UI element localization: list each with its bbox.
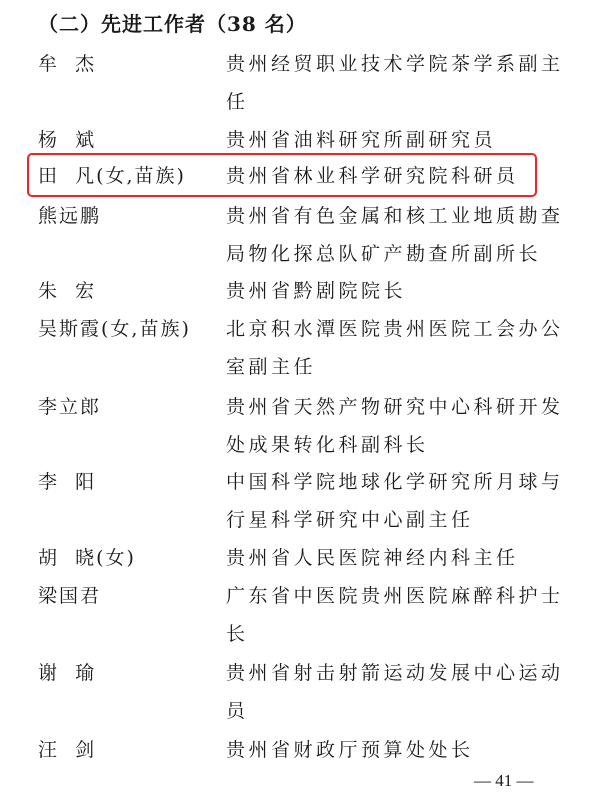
person-name: 朱 宏 [38, 280, 97, 302]
person-title: 贵州省人民医院神经内科主任 [226, 547, 519, 569]
person-title: 贵州省有色金属和核工业地质勘查局物化探总队矿产勘查所副所长 [226, 205, 564, 265]
section-title: （二）先进工作者（38 名） [38, 12, 307, 36]
highlight-box [27, 153, 537, 197]
page-number: — 41 — [474, 771, 534, 790]
person-title: 贵州省射击射箭运动发展中心运动员 [226, 662, 564, 722]
person-title: 北京积水潭医院贵州医院工会办公室副主任 [226, 318, 564, 378]
person-name: 梁国君 [38, 585, 102, 607]
person-name: 胡 晓(女) [38, 547, 136, 569]
person-title: 贵州省天然产物研究中心科研开发处成果转化科副科长 [226, 396, 564, 456]
person-title: 贵州省林业科学研究院科研员 [226, 165, 519, 187]
person-title: 中国科学院地球化学研究所月球与行星科学研究中心副主任 [226, 471, 564, 531]
person-title: 广东省中医院贵州医院麻醉科护士长 [226, 585, 564, 645]
person-title: 贵州经贸职业技术学院茶学系副主任 [226, 53, 564, 113]
person-title: 贵州省财政厅预算处处长 [226, 739, 474, 761]
person-title: 贵州省油料研究所副研究员 [226, 129, 497, 151]
person-name: 李 阳 [38, 471, 97, 493]
person-name: 田 凡(女,苗族) [38, 165, 186, 187]
person-name: 吴斯霞(女,苗族) [38, 318, 191, 340]
person-name: 牟 杰 [38, 53, 97, 75]
person-name: 李立郎 [38, 396, 102, 418]
person-name: 汪 剑 [38, 739, 97, 761]
person-title: 贵州省黔剧院院长 [226, 280, 407, 302]
person-name: 熊远鹏 [38, 205, 102, 227]
person-name: 谢 瑜 [38, 662, 97, 684]
person-name: 杨 斌 [38, 129, 97, 151]
